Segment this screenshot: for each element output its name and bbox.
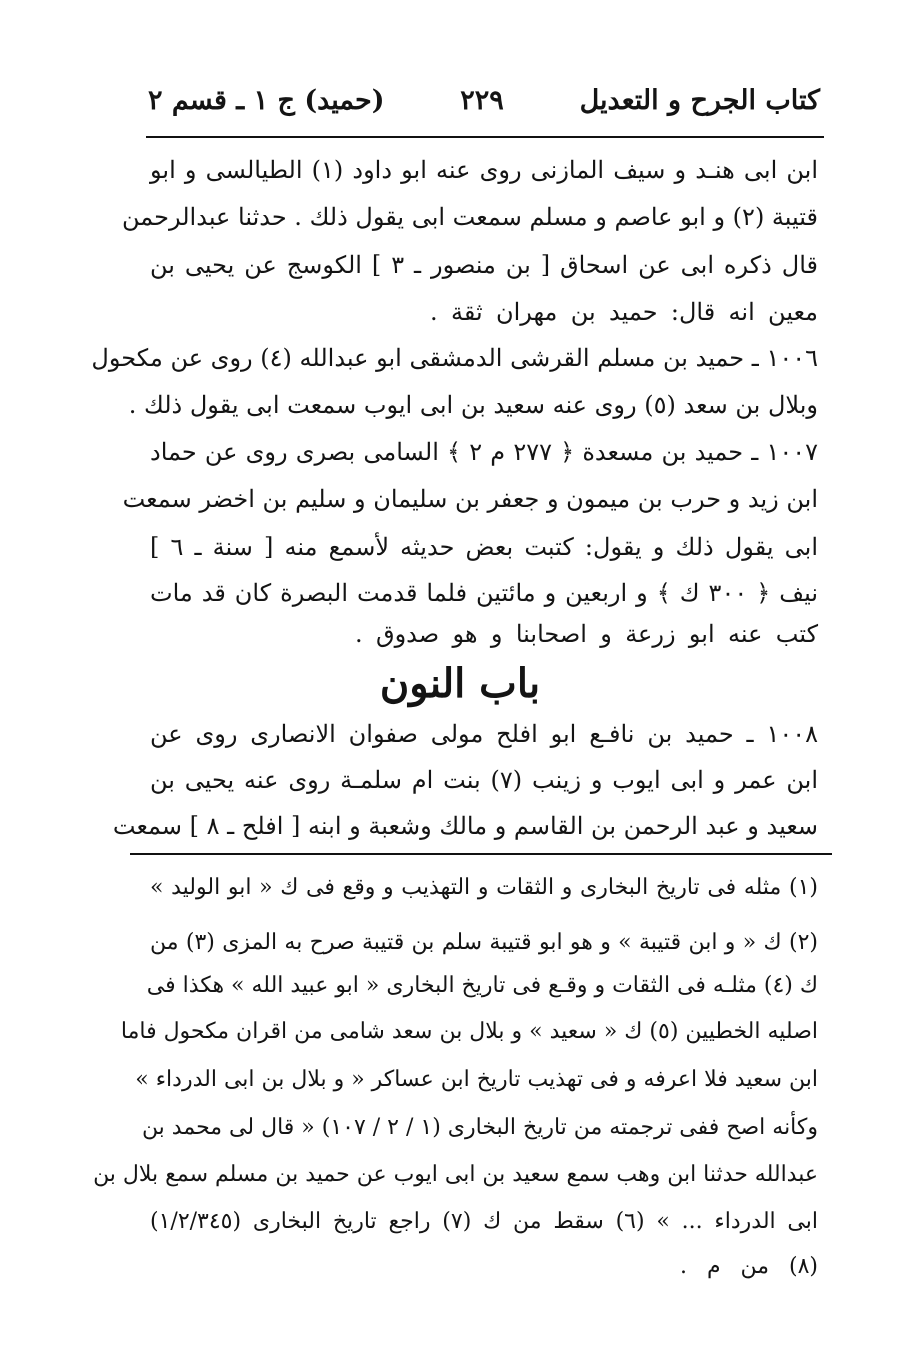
- section-heading: باب النون: [379, 660, 541, 707]
- body-line: قتيبة (٢) و ابو عاصم و مسلم سمعت ابى يقول ذلك . حدثنا عبدالرحمن: [122, 203, 818, 231]
- page-number: ٢٢٩: [460, 84, 504, 116]
- body-line: ابن عمر و ابى ايوب و زينب (٧) بنت ام سلمـة روى عنه يحيى بن: [150, 766, 818, 794]
- footnote-rule: [130, 853, 832, 855]
- body-line: سعيد و عبد الرحمن بن القاسم و مالك وشعبة و ابنه [ افلح ـ ٨ ] سمعت: [112, 812, 818, 840]
- footnote-line: ابن سعيد فلا اعرفه و فى تهذيب تاريخ ابن عساكر « و بلال بن ابى الدرداء »: [135, 1067, 818, 1092]
- footnote-line: (١) مثله فى تاريخ البخارى و الثقات و التهذيب و وقع فى ك « ابو الوليد »: [150, 875, 818, 900]
- header-rule: [146, 136, 824, 138]
- running-header: [148, 78, 820, 122]
- section-ref: (حميد) ج ١ ـ قسم ٢: [148, 84, 385, 116]
- footnote-line: عبدالله حدثنا ابن وهب سمع سعيد بن ابى ايوب عن حميد بن مسلم سمع بلال بن: [93, 1162, 818, 1187]
- footnote-line: (٨) من م .: [680, 1254, 818, 1279]
- body-line: ابن ابى هنـد و سيف المازنى روى عنه ابو داود (١) الطيالسى و ابو: [150, 156, 818, 184]
- body-line: وبلال بن سعد (٥) روى عنه سعيد بن ابى ايوب سمعت ابى يقول ذلك .: [128, 391, 818, 419]
- body-line: ابى يقول ذلك و يقول: كتبت بعض حديثه لأسمع منه [ سنة ـ ٦ ]: [150, 533, 819, 561]
- entry-line: ١٠٠٨ ـ حميد بن نافـع ابو افلح مولى صفوان الانصارى روى عن: [150, 720, 818, 748]
- footnote-line: اصليه الخطيين (٥) ك « سعيد » و بلال بن سعد شامى من اقران مكحول فاما: [120, 1019, 818, 1044]
- body-line: ابن زيد و حرب بن ميمون و جعفر بن سليمان و سليم بن اخضر سمعت: [122, 485, 818, 513]
- body-line: معين انه قال: حميد بن مهران ثقة .: [430, 298, 818, 326]
- footnote-line: (٢) ك « و ابن قتيبة » و هو ابو قتيبة سلم بن قتيبة صرح به المزى (٣) من: [150, 930, 818, 955]
- entry-line: ١٠٠٧ ـ حميد بن مسعدة ﴿ ٢٧٧ م ٢ ﴾ السامى بصرى روى عن حماد: [150, 438, 819, 466]
- entry-line: ١٠٠٦ ـ حميد بن مسلم القرشى الدمشقى ابو عبدالله (٤) روى عن مكحول: [91, 344, 818, 372]
- footnote-line: وكأنه اصح ففى ترجمته من تاريخ البخارى (١ / ٢ / ١٠٧) « قال لى محمد بن: [141, 1115, 818, 1140]
- body-line: قال ذكره ابى عن اسحاق [ بن منصور ـ ٣ ] الكوسج عن يحيى بن: [150, 251, 818, 279]
- body-line: كتب عنه ابو زرعة و اصحابنا و هو صدوق .: [355, 620, 818, 648]
- footnote-line: ابى الدرداء ... » (٦) سقط من ك (٧) راجع تاريخ البخارى (١/٢/٣٤٥): [150, 1209, 818, 1234]
- book-title: كتاب الجرح و التعديل: [579, 84, 820, 116]
- body-line: نيف ﴿ ٣٠٠ ك ﴾ و اربعين و مائتين فلما قدمت البصرة كان قد مات: [150, 579, 819, 607]
- footnote-line: ك (٤) مثلـه فى الثقات و وقـع فى تاريخ البخارى « ابو عبيد الله » هكذا فى: [146, 973, 818, 998]
